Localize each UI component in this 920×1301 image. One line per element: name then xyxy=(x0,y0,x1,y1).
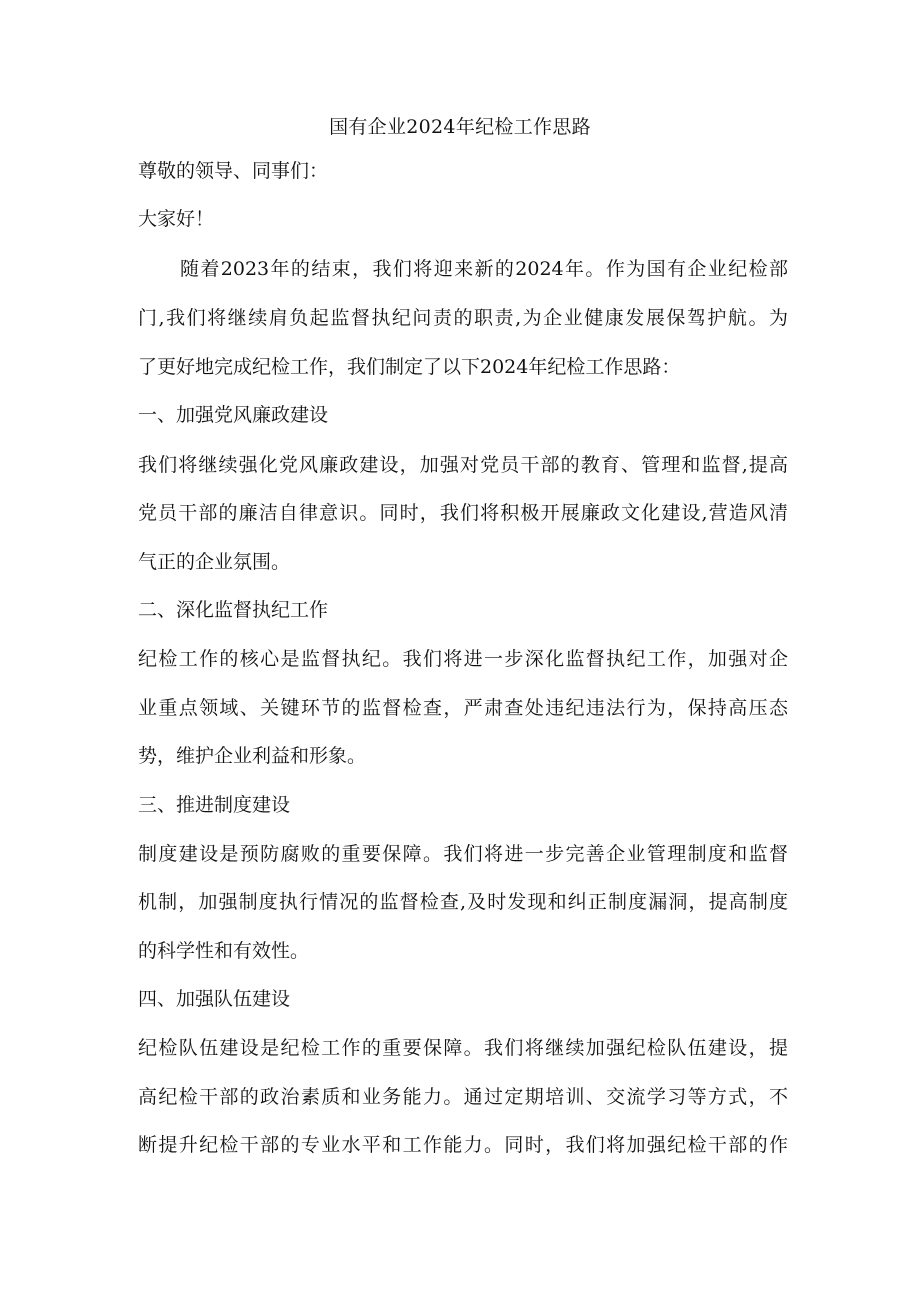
section-4-body-line: 高纪检干部的政治素质和业务能力。通过定期培训、交流学习等方式，不 xyxy=(138,1086,788,1108)
section-2-body-line: 业重点领域、关键环节的监督检查，严肃查处违纪违法行为，保持高压态 xyxy=(138,697,788,719)
section-1-body-line: 我们将继续强化党风廉政建设，加强对党员干部的教育、管理和监督,提高 xyxy=(138,454,788,476)
section-4-body-line: 纪检队伍建设是纪检工作的重要保障。我们将继续加强纪检队伍建设，提 xyxy=(138,1037,788,1059)
section-heading-3: 三、推进制度建设 xyxy=(138,794,291,816)
section-1-body-line: 党员干部的廉洁自律意识。同时，我们将积极开展廉政文化建设,营造风清 xyxy=(138,502,788,524)
section-heading-4: 四、加强队伍建设 xyxy=(138,988,291,1010)
intro-paragraph-line: 了更好地完成纪检工作，我们制定了以下2024年纪检工作思路： xyxy=(138,356,681,378)
intro-paragraph-line: 随着2023年的结束，我们将迎来新的2024年。作为国有企业纪检部 xyxy=(180,258,788,280)
section-3-body-line: 机制，加强制度执行情况的监督检查,及时发现和纠正制度漏洞，提高制度 xyxy=(138,891,788,913)
section-4-body-line: 断提升纪检干部的专业水平和工作能力。同时，我们将加强纪检干部的作 xyxy=(138,1134,788,1156)
section-3-body-line: 制度建设是预防腐败的重要保障。我们将进一步完善企业管理制度和监督 xyxy=(138,843,788,865)
intro-paragraph-line: 门,我们将继续肩负起监督执纪问责的职责,为企业健康发展保驾护航。为 xyxy=(138,307,788,329)
section-1-body-line: 气正的企业氛围。 xyxy=(138,551,291,573)
salutation: 尊敬的领导、同事们： xyxy=(138,160,329,182)
document-title: 国有企业2024年纪检工作思路 xyxy=(329,116,591,138)
section-2-body-line: 势，维护企业利益和形象。 xyxy=(138,745,367,767)
section-2-body-line: 纪检工作的核心是监督执纪。我们将进一步深化监督执纪工作，加强对企 xyxy=(138,648,788,670)
section-3-body-line: 的科学性和有效性。 xyxy=(138,940,310,962)
section-heading-2: 二、深化监督执纪工作 xyxy=(138,599,329,621)
section-heading-1: 一、加强党风廉政建设 xyxy=(138,404,329,426)
greeting: 大家好！ xyxy=(138,208,215,230)
